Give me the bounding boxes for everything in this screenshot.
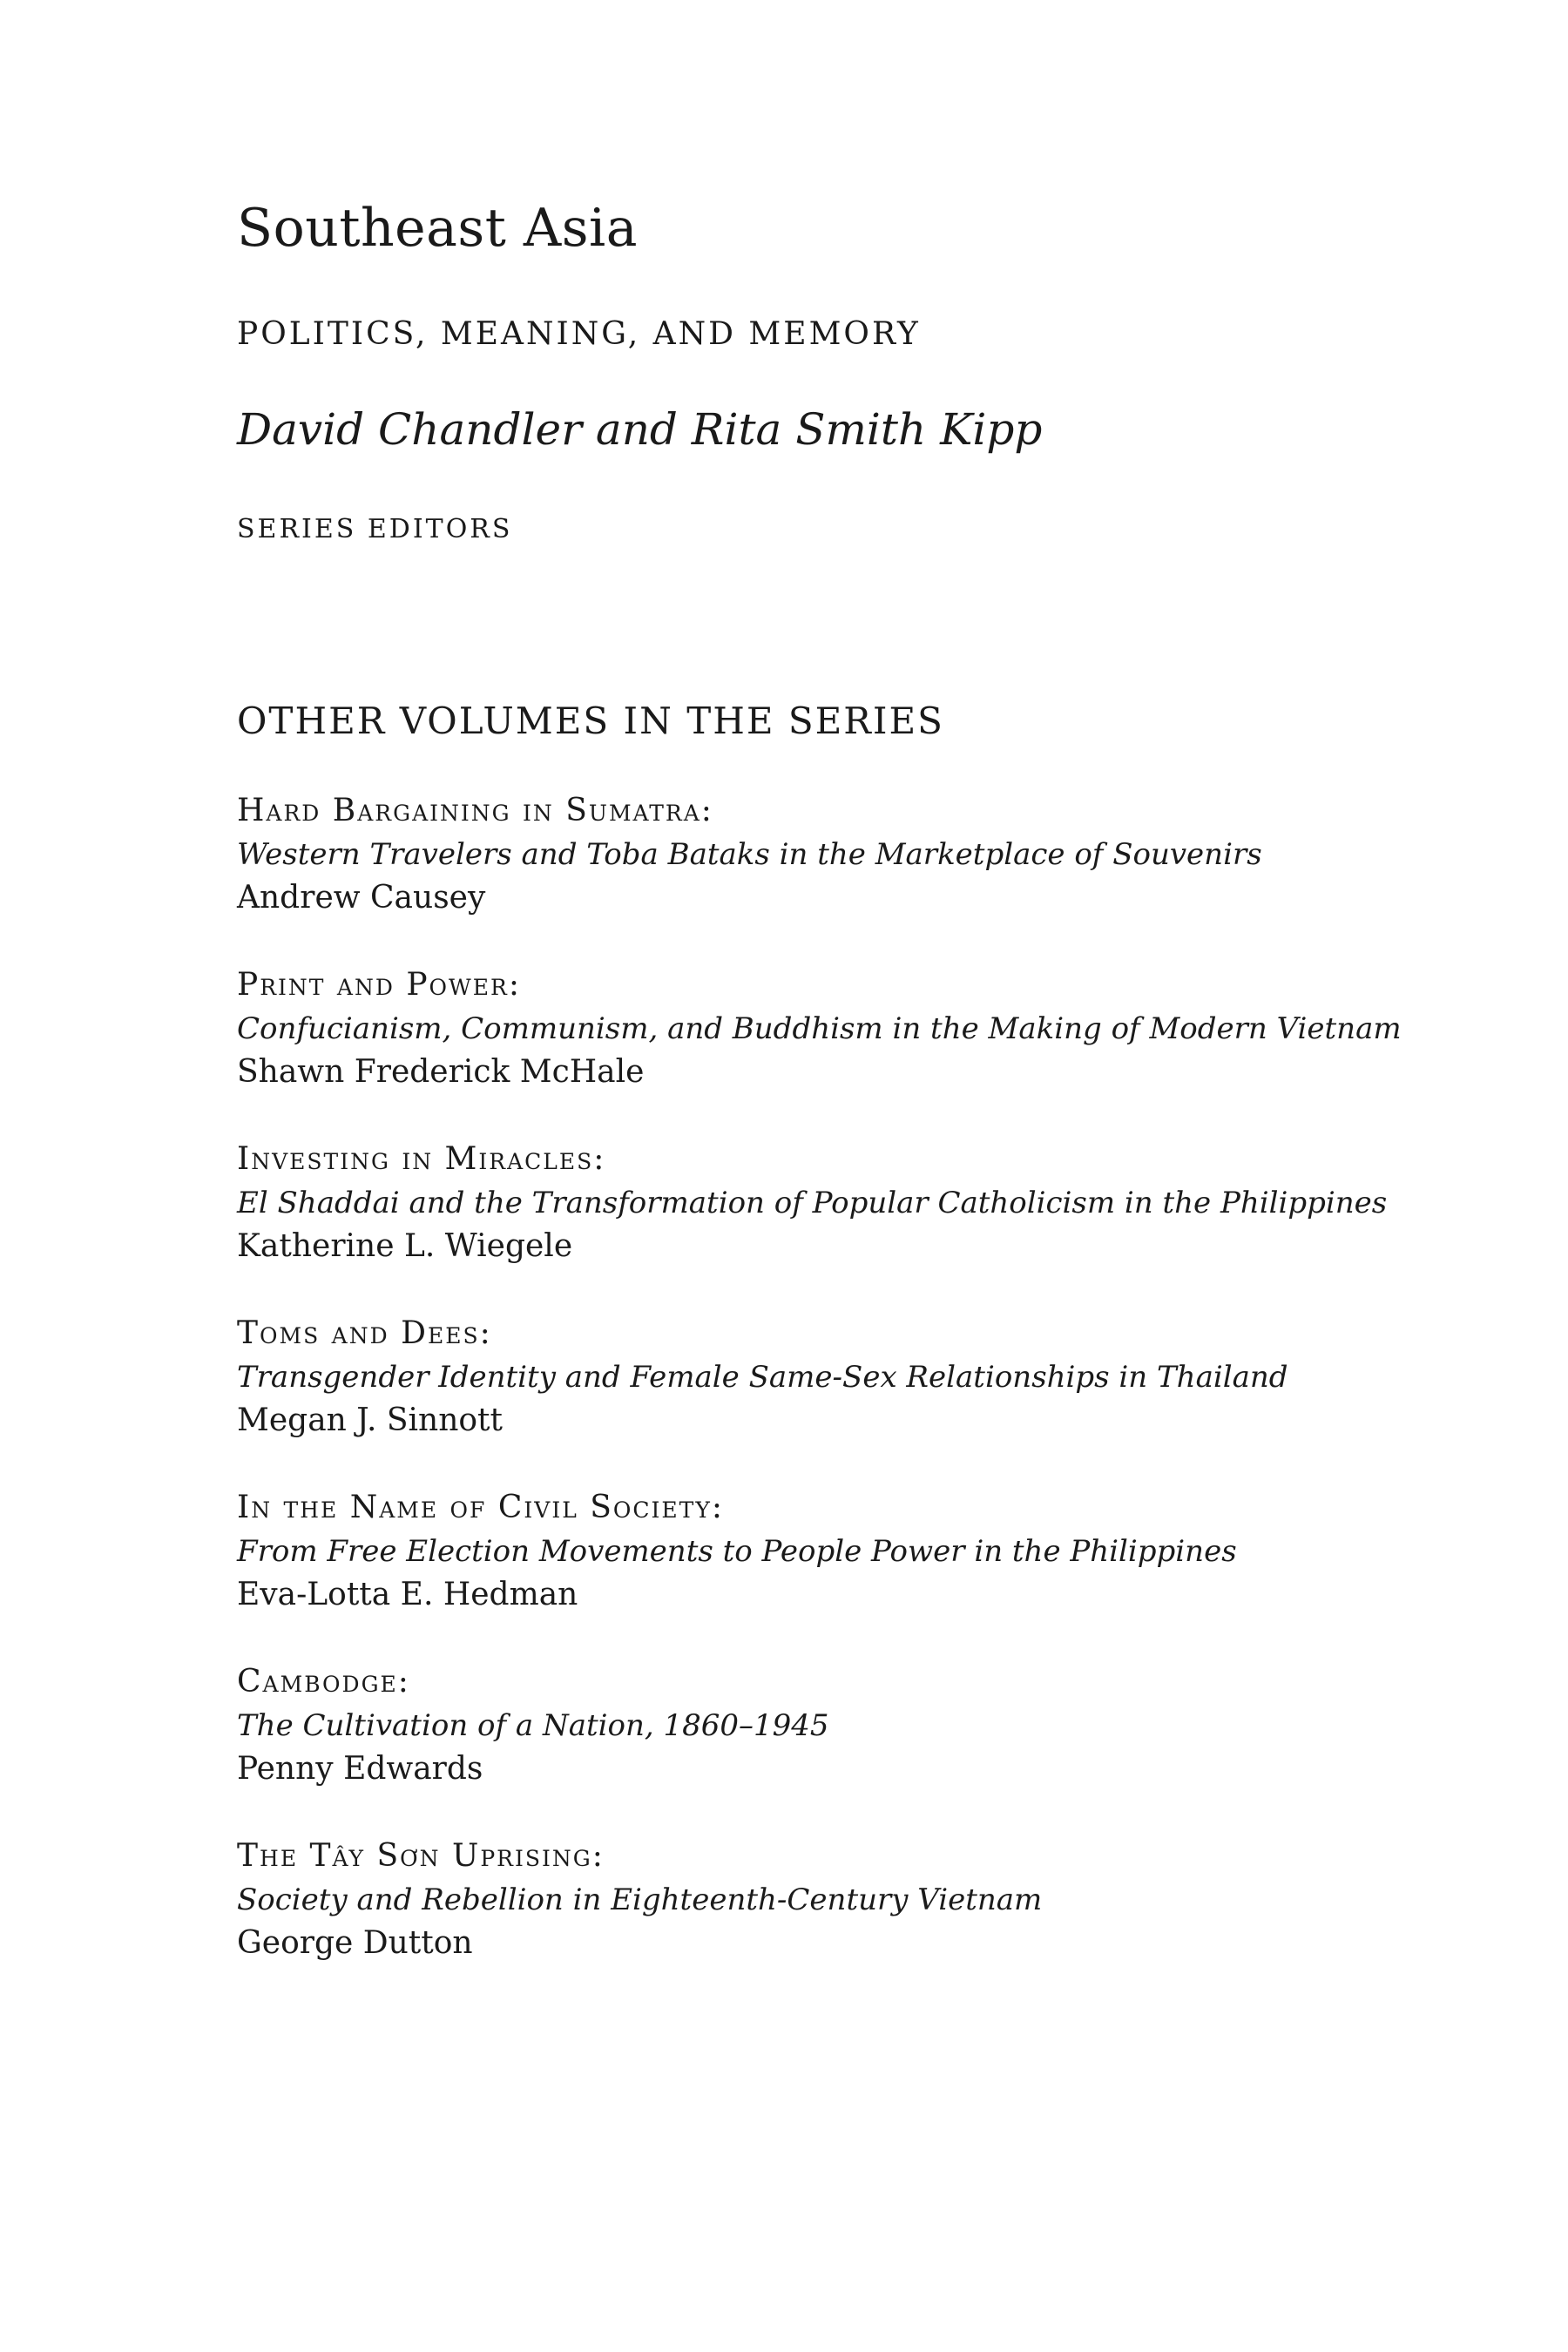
volume-subtitle: Society and Rebellion in Eighteenth-Century Vietnam (237, 1882, 1043, 1917)
volume-title: Hard Bargaining in Sumatra: (237, 793, 713, 828)
volume-entry (237, 1486, 1369, 1660)
volume-subtitle: El Shaddai and the Transformation of Popular Catholicism in the Philippines (237, 1186, 1388, 1220)
volume-subtitle: The Cultivation of a Nation, 1860–1945 (237, 1708, 829, 1743)
volume-author: Shawn Frederick McHale (237, 1054, 645, 1090)
volume-author: Katherine L. Wiegele (237, 1228, 573, 1264)
volume-title: Cambodge: (237, 1664, 410, 1700)
volume-author: Andrew Causey (237, 880, 486, 916)
other-volumes-heading: OTHER VOLUMES IN THE SERIES (237, 700, 944, 742)
series-title: Southeast Asia (237, 198, 638, 259)
volume-title: Print and Power: (237, 967, 521, 1003)
series-editors-label: SERIES EDITORS (237, 514, 513, 544)
volume-title: Toms and Dees: (237, 1315, 492, 1351)
volume-author: Megan J. Sinnott (237, 1402, 503, 1438)
volume-title: In the Name of Civil Society: (237, 1490, 724, 1525)
series-editors-names: David Chandler and Rita Smith Kipp (237, 404, 1043, 455)
volume-title: The Tây Sơn Uprising: (237, 1838, 605, 1874)
volume-entry (237, 1660, 1369, 1835)
volume-entry (237, 1835, 1369, 2009)
volume-author: Eva-Lotta E. Hedman (237, 1577, 578, 1612)
volume-subtitle: Confucianism, Communism, and Buddhism in the Making of Modern Vietnam (237, 1011, 1402, 1046)
series-subtitle: POLITICS, MEANING, AND MEMORY (237, 316, 921, 352)
volume-entry (237, 1138, 1388, 1312)
volume-entry (237, 1312, 1369, 1486)
volume-author: Penny Edwards (237, 1751, 483, 1787)
volume-title: Investing in Miracles: (237, 1141, 606, 1177)
volume-list (237, 789, 1402, 2009)
volume-subtitle: Transgender Identity and Female Same-Sex Relationships in Thailand (237, 1360, 1288, 1395)
volume-subtitle: From Free Election Movements to People Power in the Philippines (237, 1534, 1237, 1569)
volume-subtitle: Western Travelers and Toba Bataks in the Marketplace of Souvenirs (237, 837, 1262, 872)
volume-author: George Dutton (237, 1925, 473, 1961)
volume-entry (237, 789, 1369, 963)
volume-entry (237, 963, 1402, 1138)
